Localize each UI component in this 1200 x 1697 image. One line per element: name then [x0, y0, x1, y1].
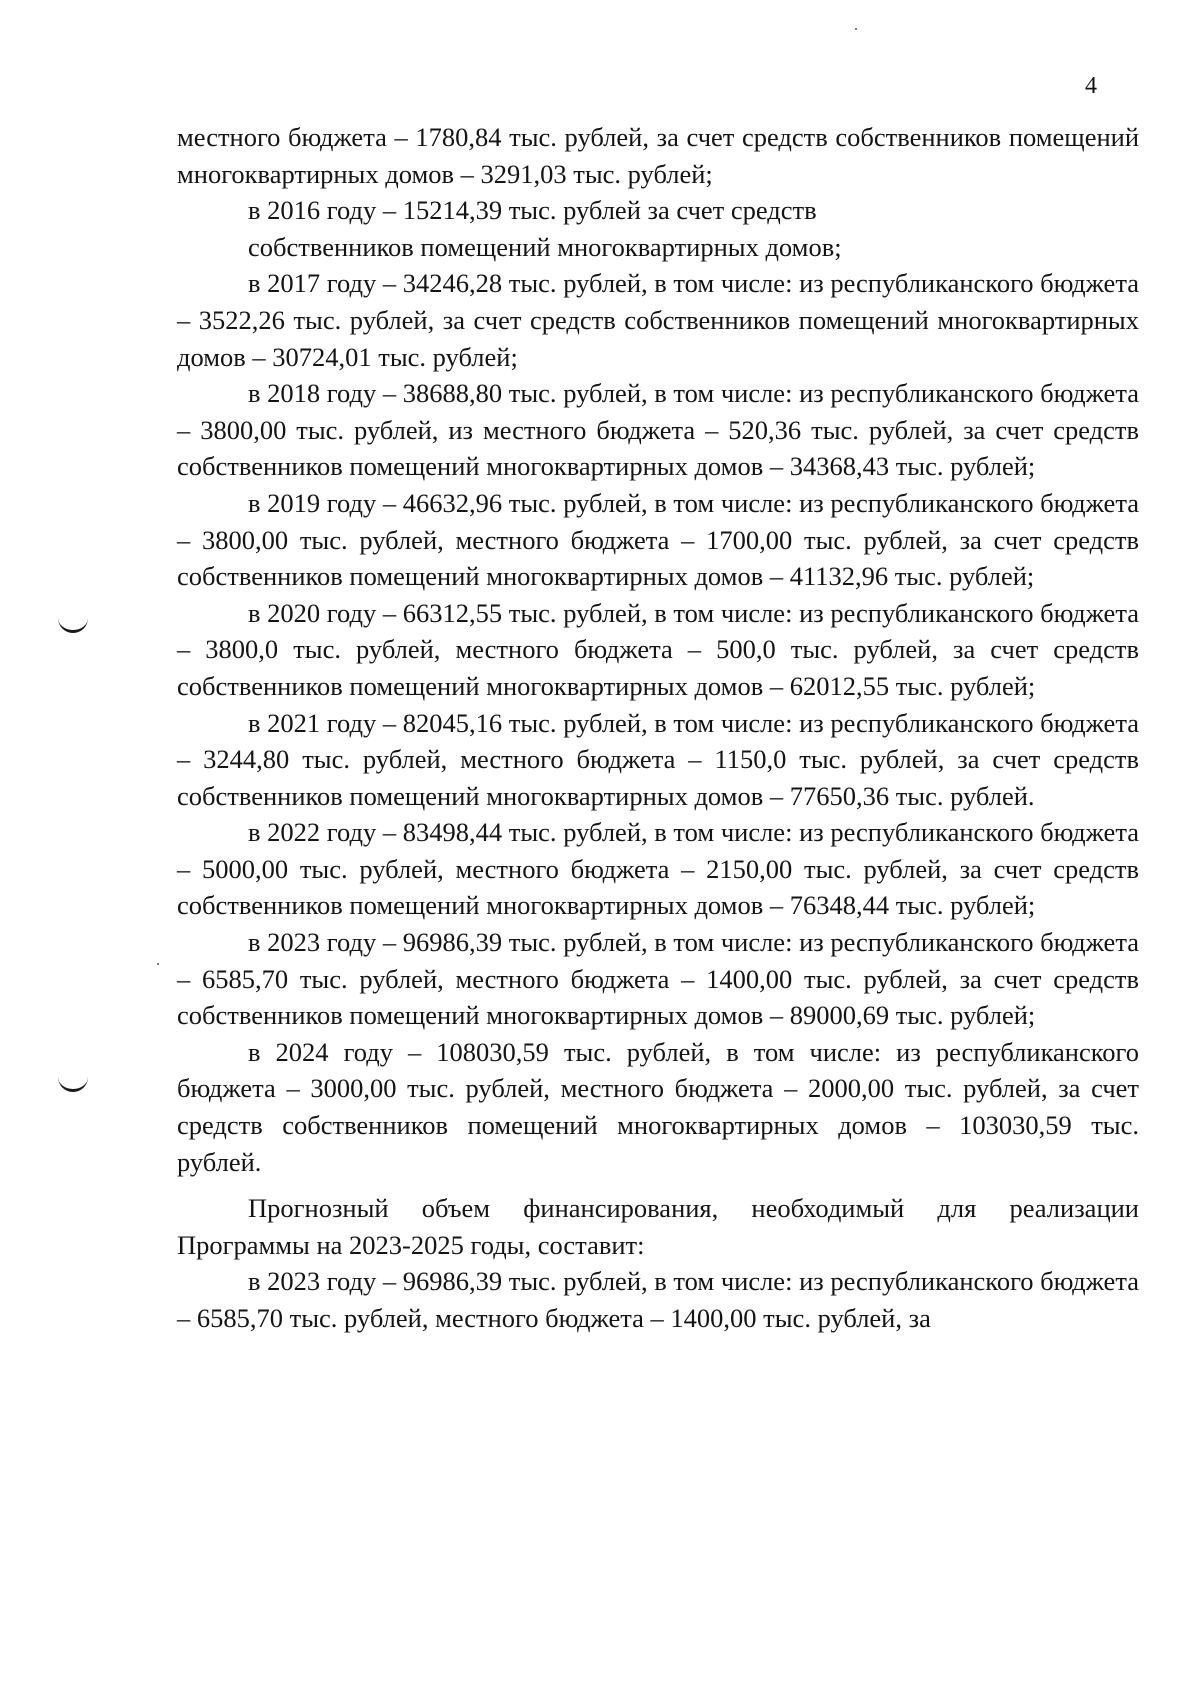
binder-hole-mark — [58, 618, 88, 633]
paragraph-2017: в 2017 году – 34246,28 тыс. рублей, в том числе: из республиканского бюджета – 3522,26 тыс. рублей, за счет средств собственников помещений многоквартирных домов – 30724,01 тыс. рублей; — [177, 268, 1139, 372]
paragraph-forecast: Прогнозный объем финансирования, необходимый для реализации Программы на 2023-2025 годы, составит: — [177, 1193, 1139, 1260]
paragraph-2016-line-2: собственников помещений многоквартирных домов; — [248, 231, 842, 262]
paragraph-continuation: местного бюджета – 1780,84 тыс. рублей, за счет средств собственников помещений многоквартирных домов – 3291,03 тыс. рублей; — [177, 122, 1139, 189]
paragraph-2024: в 2024 году – 108030,59 тыс. рублей, в том числе: из республиканского бюджета – 3000,00 тыс. рублей, местного бюджета – 2000,00 тыс. рублей, за счет средств собственников помещений многоквартирных домов – 103030,59 тыс. рублей. — [177, 1036, 1139, 1177]
scan-speck — [855, 28, 857, 30]
paragraph-2019: в 2019 году – 46632,96 тыс. рублей, в том числе: из республиканского бюджета – 3800,00 тыс. рублей, местного бюджета – 1700,00 тыс. рублей, за счет средств собственников помещений многоквартирных домов – 41132,96 тыс. рублей; — [177, 487, 1139, 592]
paragraph-2022: в 2022 году – 83498,44 тыс. рублей, в том числе: из республиканского бюджета – 5000,00 тыс. рублей, местного бюджета – 2150,00 тыс. рублей, за счет средств собственников помещений многоквартирных домов – 76348,44 тыс. рублей; — [177, 817, 1139, 921]
paragraph-2020: в 2020 году – 66312,55 тыс. рублей, в том числе: из республиканского бюджета – 3800,0 тыс. рублей, местного бюджета – 500,0 тыс. рублей, за счет средств собственников помещений многоквартирных домов – 62012,55 тыс. рублей; — [177, 597, 1139, 701]
binder-hole-mark — [58, 1077, 88, 1092]
paragraph-forecast-2023: в 2023 году – 96986,39 тыс. рублей, в том числе: из республиканского бюджета – 6585,70 тыс. рублей, местного бюджета – 1400,00 тыс. рублей, за — [177, 1266, 1139, 1333]
paragraph-2018: в 2018 году – 38688,80 тыс. рублей, в том числе: из республиканского бюджета – 3800,00 тыс. рублей, из местного бюджета – 520,36 тыс. рублей, за счет средств собственников помещений многоквартирных домов – 34368,43 тыс. рублей; — [177, 378, 1139, 482]
page-number: 4 — [1085, 73, 1097, 99]
scan-speck — [157, 963, 159, 965]
paragraph-2023: в 2023 году – 96986,39 тыс. рублей, в том числе: из республиканского бюджета – 6585,70 тыс. рублей, местного бюджета – 1400,00 тыс. рублей, за счет средств собственников помещений многоквартирных домов – 89000,69 тыс. рублей; — [177, 927, 1139, 1031]
document-body — [177, 119, 1139, 1337]
paragraph-2021: в 2021 году – 82045,16 тыс. рублей, в том числе: из республиканского бюджета – 3244,80 тыс. рублей, местного бюджета – 1150,0 тыс. рублей, за счет средств собственников помещений многоквартирных домов – 77650,36 тыс. рублей. — [177, 707, 1139, 811]
paragraph-2016-line-1: в 2016 году – 15214,39 тыс. рублей за счет средств — [248, 195, 817, 226]
